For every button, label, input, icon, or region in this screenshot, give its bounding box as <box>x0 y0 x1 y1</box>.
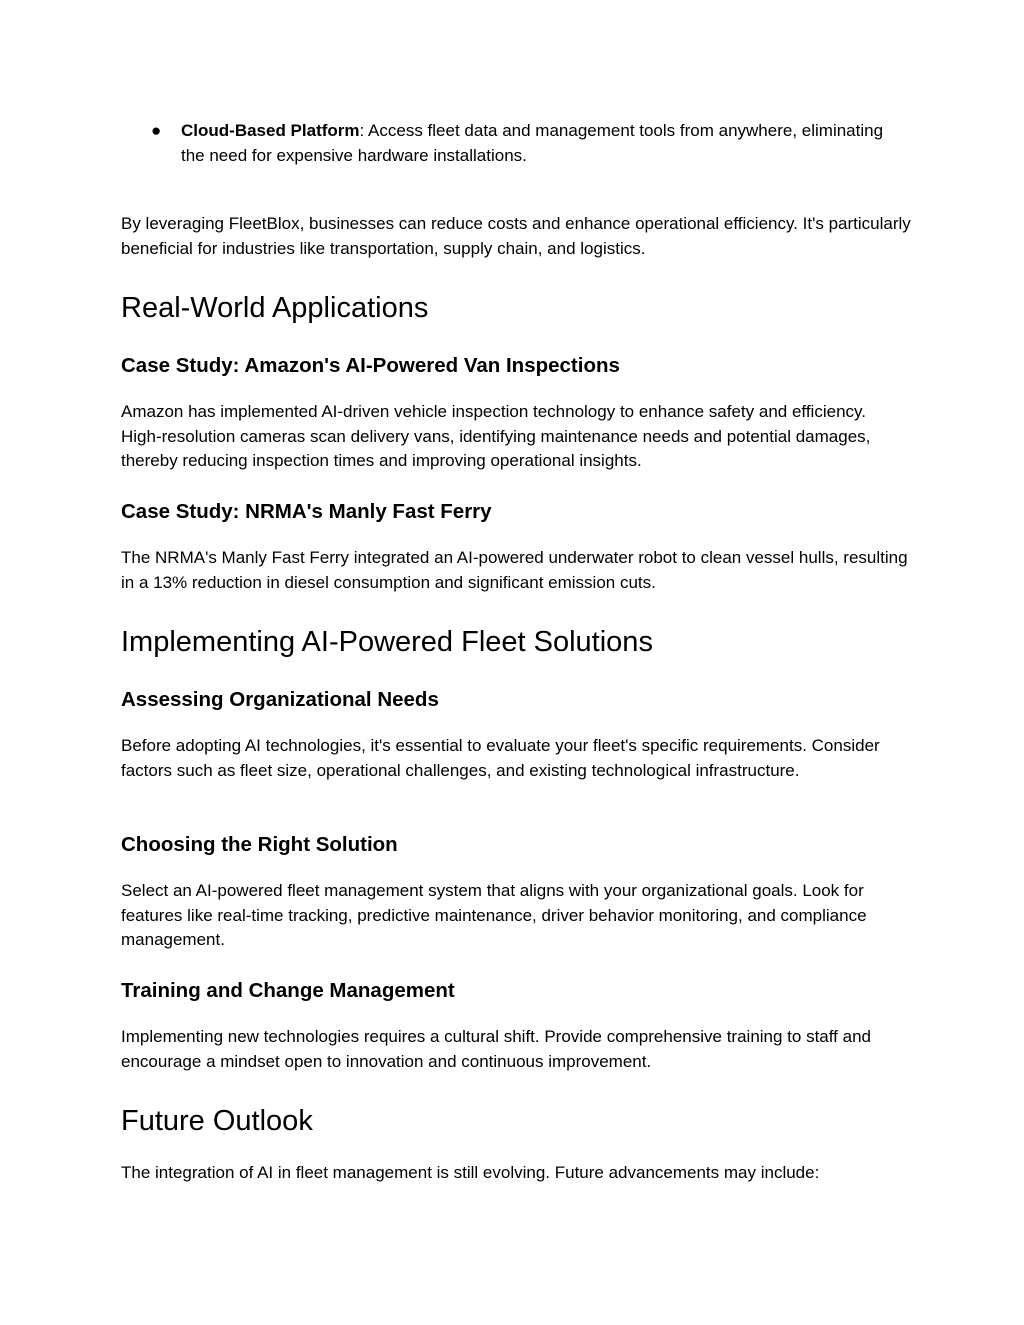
nrma-case-study-text: The NRMA's Manly Fast Ferry integrated an AI-powered underwater robot to clean vessel hulls, resulting in a 13% reduction in diesel consumption and significant emission cuts. <box>121 548 908 592</box>
heading-amazon-case-study: Case Study: Amazon's AI-Powered Van Inspections <box>121 354 620 377</box>
bullet-dot-icon: ● <box>151 121 162 140</box>
future-outlook-text: The integration of AI in fleet management is still evolving. Future advancements may include: <box>121 1163 820 1182</box>
bullet-text <box>181 118 896 168</box>
heading-implementing-solutions: Implementing AI-Powered Fleet Solutions <box>121 626 653 658</box>
heading-nrma-case-study: Case Study: NRMA's Manly Fast Ferry <box>121 500 492 523</box>
heading-assessing-needs: Assessing Organizational Needs <box>121 688 439 711</box>
heading-real-world-applications: Real-World Applications <box>121 292 429 324</box>
choosing-solution-text: Select an AI-powered fleet management system that aligns with your organizational goals. Look for features like real-time tracking, predictive maintenance, driver behavior monitoring, and compliance management. <box>121 881 867 949</box>
heading-choosing-solution: Choosing the Right Solution <box>121 833 398 856</box>
assessing-needs-text: Before adopting AI technologies, it's essential to evaluate your fleet's specific requirements. Consider factors such as fleet size, operational challenges, and existing technological infrastructure. <box>121 736 880 780</box>
bullet-bold-term: Cloud-Based Platform <box>181 121 360 140</box>
training-change-text: Implementing new technologies requires a cultural shift. Provide comprehensive training to staff and encourage a mindset open to innovation and continuous improvement. <box>121 1027 871 1071</box>
heading-training-change: Training and Change Management <box>121 979 455 1002</box>
heading-future-outlook: Future Outlook <box>121 1105 313 1137</box>
amazon-case-study-text: Amazon has implemented AI-driven vehicle inspection technology to enhance safety and efficiency. High-resolution cameras scan delivery vans, identifying maintenance needs and potential damages, thereby reducing inspection times and improving operational insights. <box>121 402 871 470</box>
intro-paragraph: By leveraging FleetBlox, businesses can reduce costs and enhance operational efficiency. It's particularly beneficial for industries like transportation, supply chain, and logistics. <box>121 214 911 258</box>
bullet-description: : Access fleet data and management tools from anywhere, eliminating the need for expensive hardware installations. <box>181 121 884 165</box>
